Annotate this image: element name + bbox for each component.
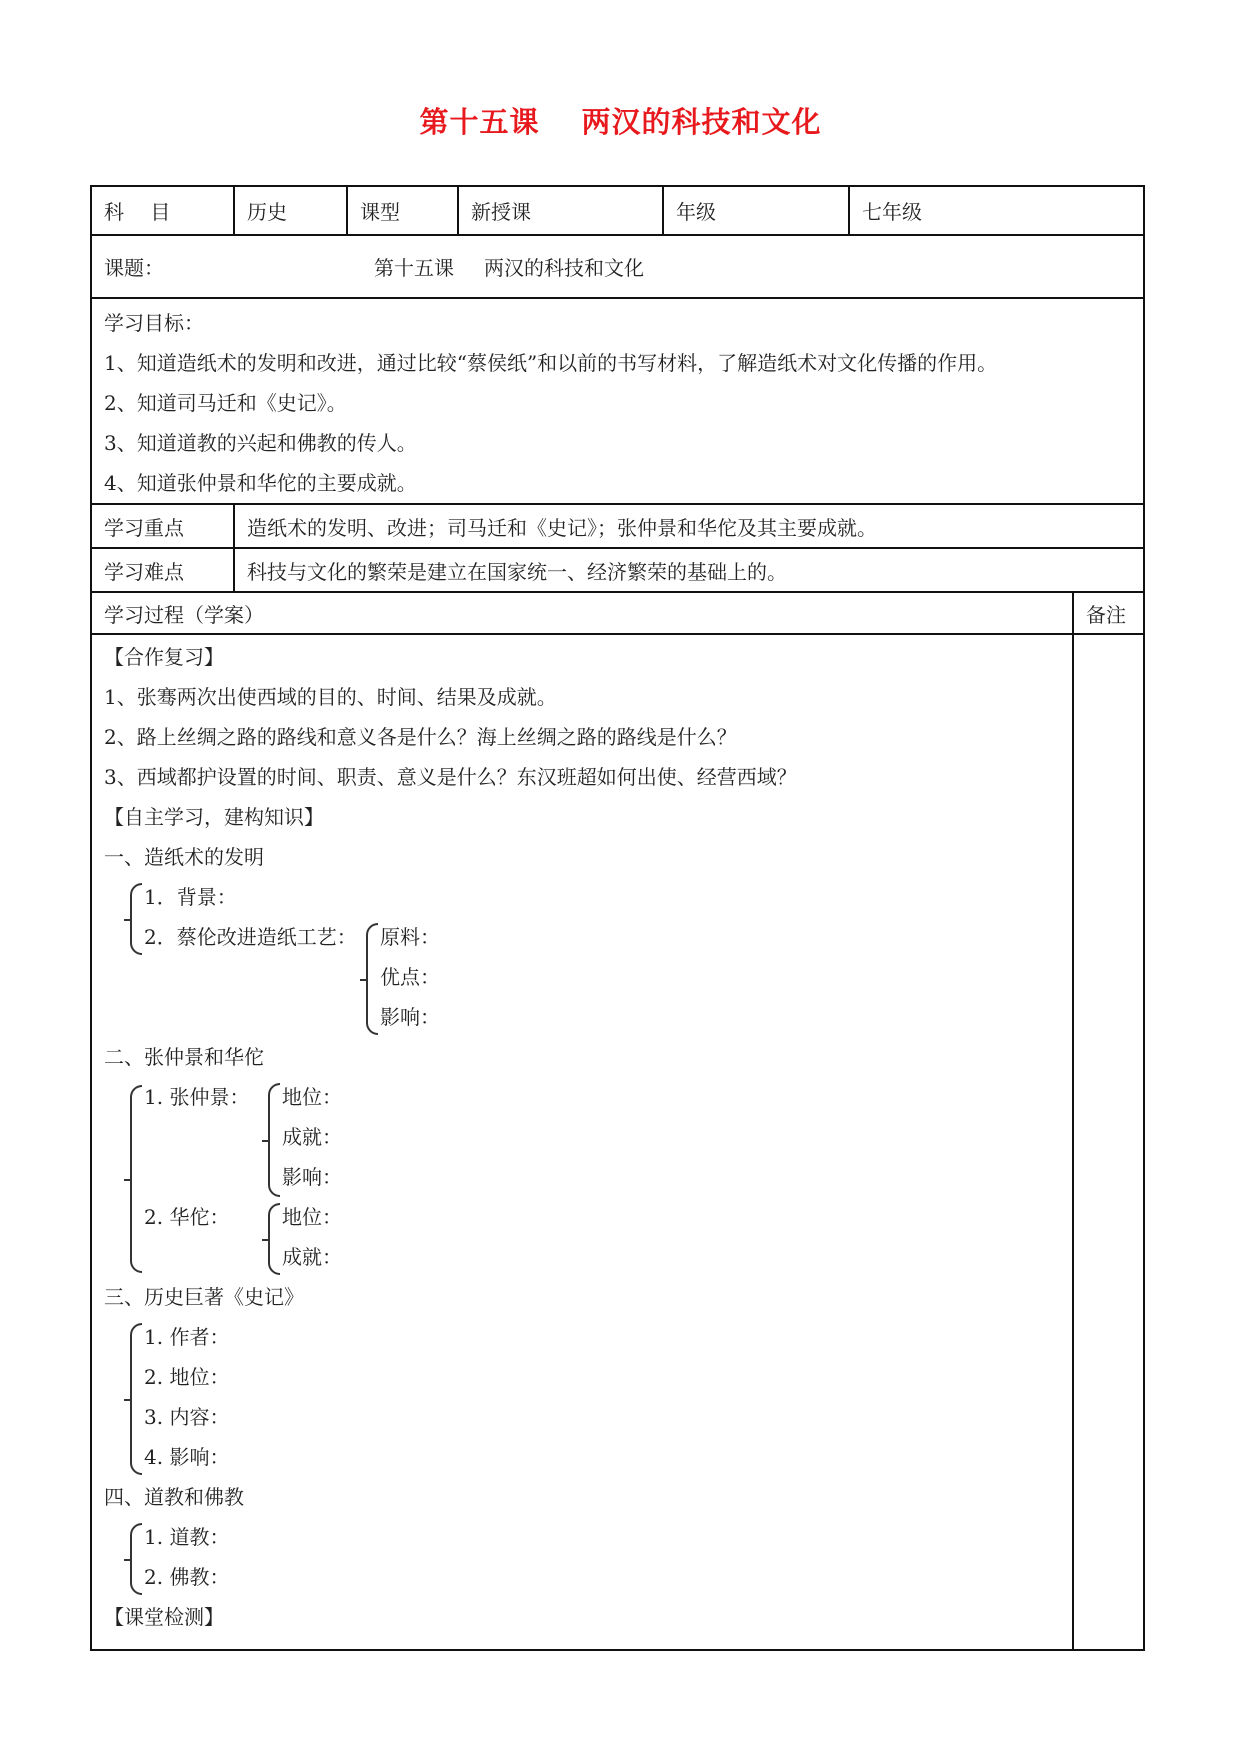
goal-item: 4、知道张仲景和华佗的主要成就。 [104,471,417,495]
process-body-row [91,634,1144,1650]
section-heading: 二、张仲景和华佗 [104,1045,264,1069]
notes-column [1073,634,1144,1650]
section3-outline [104,1317,1060,1477]
brace-icon [130,1085,142,1273]
self-study-heading: 【自主学习，建构知识】 [104,805,324,829]
difficulties-label: 学习难点 [91,548,234,592]
outline-item: 2. 佛教： [144,1565,230,1589]
review-item: 2、路上丝绸之路的路线和意义各是什么？海上丝绸之路的路线是什么？ [104,725,737,749]
brace-icon [268,1203,280,1275]
type-label: 课型 [347,186,458,235]
outline-item: 2. 地位： [144,1365,230,1389]
difficulties-row [91,548,1144,592]
brace-icon [268,1083,280,1197]
outline-subitem: 成就： [282,1125,342,1149]
goal-item: 2、知道司马迁和《史记》。 [104,391,347,415]
outline-item: 4. 影响： [144,1445,230,1469]
subject-label: 科 目 [91,186,234,235]
outline-item: 3. 内容： [144,1405,230,1429]
outline-item: 1．背景： [144,885,237,909]
process-header-row [91,592,1144,634]
key-points-label: 学习重点 [91,504,234,548]
process-label: 学习过程（学案） [91,592,1073,634]
section-heading: 四、道教和佛教 [104,1485,244,1509]
outline-subitem: 地位： [282,1205,342,1229]
outline-item: 1. 道教： [144,1525,230,1549]
type-value: 新授课 [458,186,663,235]
key-points-row [91,504,1144,548]
section-heading: 三、历史巨著《史记》 [104,1285,304,1309]
subject-value: 历史 [234,186,347,235]
grade-value: 七年级 [849,186,1144,235]
section-heading: 一、造纸术的发明 [104,845,264,869]
topic-title: 两汉的科技和文化 [484,256,644,280]
outline-subitem: 地位： [282,1085,342,1109]
review-heading: 【合作复习】 [104,645,224,669]
difficulties-value: 科技与文化的繁荣是建立在国家统一、经济繁荣的基础上的。 [234,548,1144,592]
title-topic: 两汉的科技和文化 [581,105,822,139]
outline-subitem: 影响： [282,1165,342,1189]
topic-lesson: 第十五课 [374,256,454,280]
goal-item: 3、知道道教的兴起和佛教的传人。 [104,431,417,455]
section2-outline [104,1077,1060,1277]
outline-subitem: 影响： [380,1005,440,1029]
check-heading: 【课堂检测】 [104,1605,224,1629]
topic-label: 课题： [104,256,164,280]
outline-item: 1. 张仲景： [144,1085,250,1109]
outline-subitem: 优点： [380,965,440,989]
title-lesson: 第十五课 [419,105,540,139]
section1-outline [104,877,1060,1037]
brace-icon [366,923,378,1035]
section4-outline [104,1517,1060,1597]
notes-label: 备注 [1073,592,1144,634]
outline-subitem: 原料： [380,925,440,949]
outline-subitem: 成就： [282,1245,342,1269]
header-row [91,186,1144,235]
key-points-value: 造纸术的发明、改进；司马迁和《史记》；张仲景和华佗及其主要成就。 [234,504,1144,548]
outline-item: 2．蔡伦改进造纸工艺： [144,925,357,949]
page-title [0,100,1241,141]
goals-row [91,298,1144,504]
brace-icon [130,1323,142,1475]
outline-item: 1. 作者： [144,1325,230,1349]
review-item: 3、西域都护设置的时间、职责、意义是什么？东汉班超如何出使、经营西域？ [104,765,797,789]
lesson-plan-table [90,185,1145,1651]
outline-item: 2. 华佗： [144,1205,230,1229]
brace-icon [130,883,142,955]
topic-row [91,235,1144,298]
goal-item: 1、知道造纸术的发明和改进，通过比较“蔡侯纸”和以前的书写材料，了解造纸术对文化传播的作用。 [104,351,998,375]
grade-label: 年级 [663,186,849,235]
brace-icon [130,1523,142,1595]
goals-heading: 学习目标： [104,311,204,335]
review-item: 1、张骞两次出使西域的目的、时间、结果及成就。 [104,685,557,709]
